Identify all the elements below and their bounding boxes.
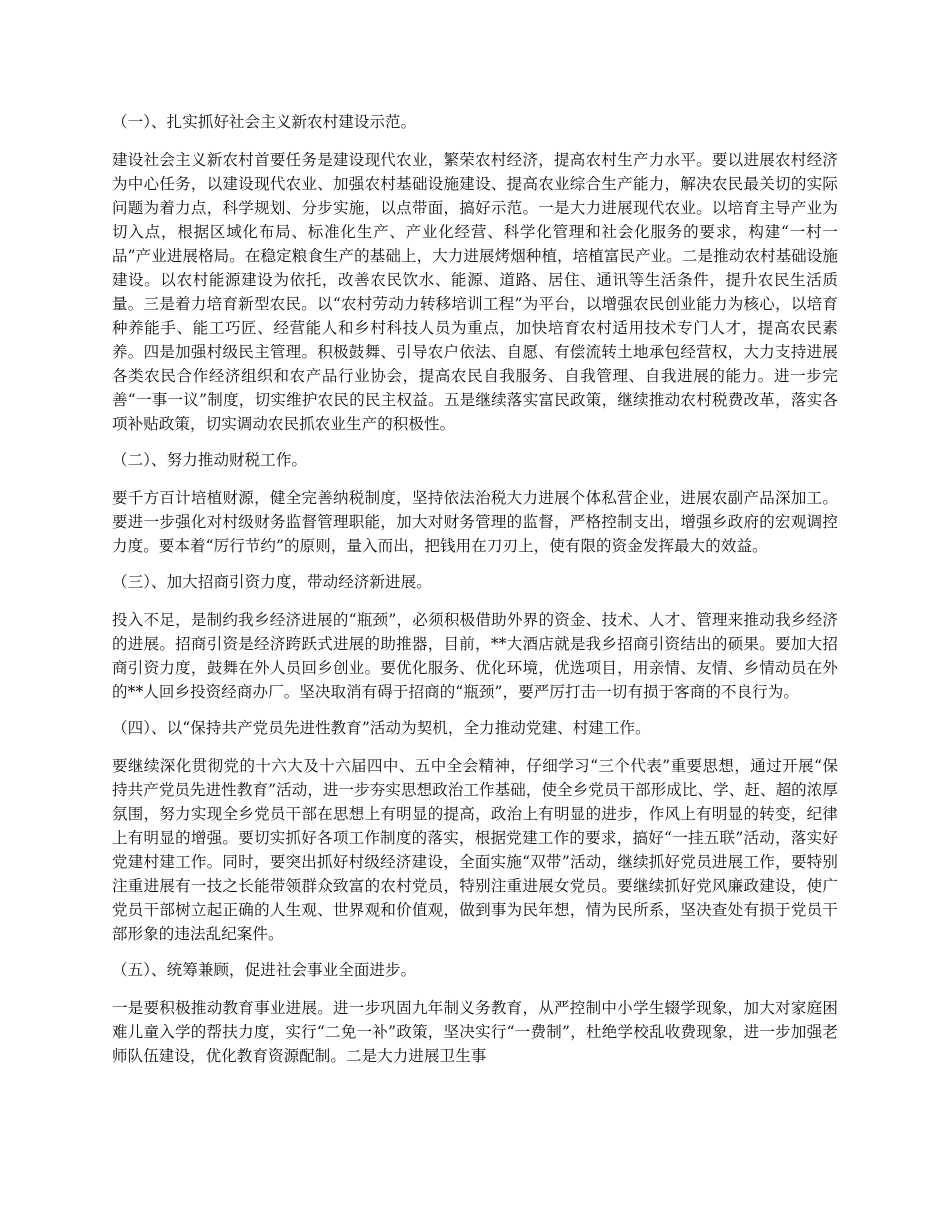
section-body-4: 要继续深化贯彻党的十六大及十六届四中、五中全会精神，仔细学习“三个代表”重要思想，通过开展“保持共产党员先进性教育”活动，进一步夯实思想政治工作基础，使全乡党员干部形成比、学、赶、超的浓厚氛围，努力实现全乡党员干部在思想上有明显的提高，政治上有明显的进步，作风上有明显的转变，纪律上有明显的增强。要切实抓好各项工作制度的落实，根据党建工作的要求，搞好“一挂五联”活动，落实好党建村建工作。同时，要突出抓好村级经济建设，全面实施“双带”活动，继续抓好党员进展工作，要特别注重进展有一技之长能带领群众致富的农村党员，特别注重进展女党员。要继续抓好党风廉政建设，使广党员干部树立起正确的人生观、世界观和价值观，做到事为民年想，情为民所系，坚决查处有损于党员干部形象的违法乱纪案件。 — [112, 757, 838, 943]
section-body-3: 投入不足，是制约我乡经济进展的“瓶颈”，必须积极借助外界的资金、技术、人才、管理来推动我乡经济的进展。招商引资是经济跨跃式进展的助推器，目前，**大酒店就是我乡招商引资结出的硕果。要加大招商引资力度，鼓舞在外人员回乡创业。要优化服务、优化环境，优选项目，用亲情、友情、乡情动员在外的**人回乡投资经商办厂。坚决取消有碍于招商的“瓶颈”，要严厉打击一切有损于客商的不良行为。 — [112, 611, 838, 701]
section-heading-4: （四）、以“保持共产党员先进性教育”活动为契机，全力推动党建、村建工作。 — [112, 719, 651, 737]
section-heading-2: （二）、努力推动财税工作。 — [112, 451, 308, 469]
section-body-5: 一是要积极推动教育事业进展。进一步巩固九年制义务教育，从严控制中小学生辍学现象，加大对家庭困难儿童入学的帮扶力度，实行“二免一补”政策，坚决实行“一费制”，杜绝学校乱收费现象，进一步加强老师队伍建设，优化教育资源配制。二是大力进展卫生事 — [112, 999, 838, 1065]
section-heading-3: （三）、加大招商引资力度，带动经济新进展。 — [112, 573, 432, 591]
section-heading-5: （五）、统筹兼顾，促进社会事业全面进步。 — [112, 961, 417, 979]
document-page — [112, 110, 838, 1080]
section-body-1: 建设社会主义新农村首要任务是建设现代农业，繁荣农村经济，提高农村生产力水平。要以进展农村经济为中心任务，以建设现代农业、加强农村基础设施建设、提高农业综合生产能力，解决农民最关切的实际问题为着力点，科学规划、分步实施，以点带面，搞好示范。一是大力进展现代农业。以培育主导产业为切入点，根据区域化布局、标准化生产、产业化经营、科学化管理和社会化服务的要求，构建“一村一品”产业进展格局。在稳定粮食生产的基础上，大力进展烤烟种植，培植富民产业。二是推动农村基础设施建设。以农村能源建设为依托，改善农民饮水、能源、道路、居住、通讯等生活条件，提升农民生活质量。三是着力培育新型农民。以“农村劳动力转移培训工程”为平台，以增强农民创业能力为核心，以培育种养能手、能工巧匠、经营能人和乡村科技人员为重点，加快培育农村适用技术专门人才，提高农民素养。四是加强村级民主管理。积极鼓舞、引导农户依法、自愿、有偿流转土地承包经营权，大力支持进展各类农民合作经济组织和农产品行业协会，提高农民自我服务、自我管理、自我进展的能力。进一步完善“一事一议”制度，切实维护农民的民主权益。五是继续落实富民政策，继续推动农村税费改革，落实各项补贴政策，切实调动农民抓农业生产的积极性。 — [112, 151, 838, 433]
section-body-2: 要千方百计培植财源，健全完善纳税制度，坚持依法治税大力进展个体私营企业，进展农副产品深加工。要进一步强化对村级财务监督管理职能，加大对财务管理的监督，严格控制支出，增强乡政府的宏观调控力度。要本着“厉行节约”的原则，量入而出，把钱用在刀刃上，使有限的资金发挥最大的效益。 — [112, 489, 838, 555]
section-heading-1: （一）、扎实抓好社会主义新农村建设示范。 — [112, 113, 417, 131]
